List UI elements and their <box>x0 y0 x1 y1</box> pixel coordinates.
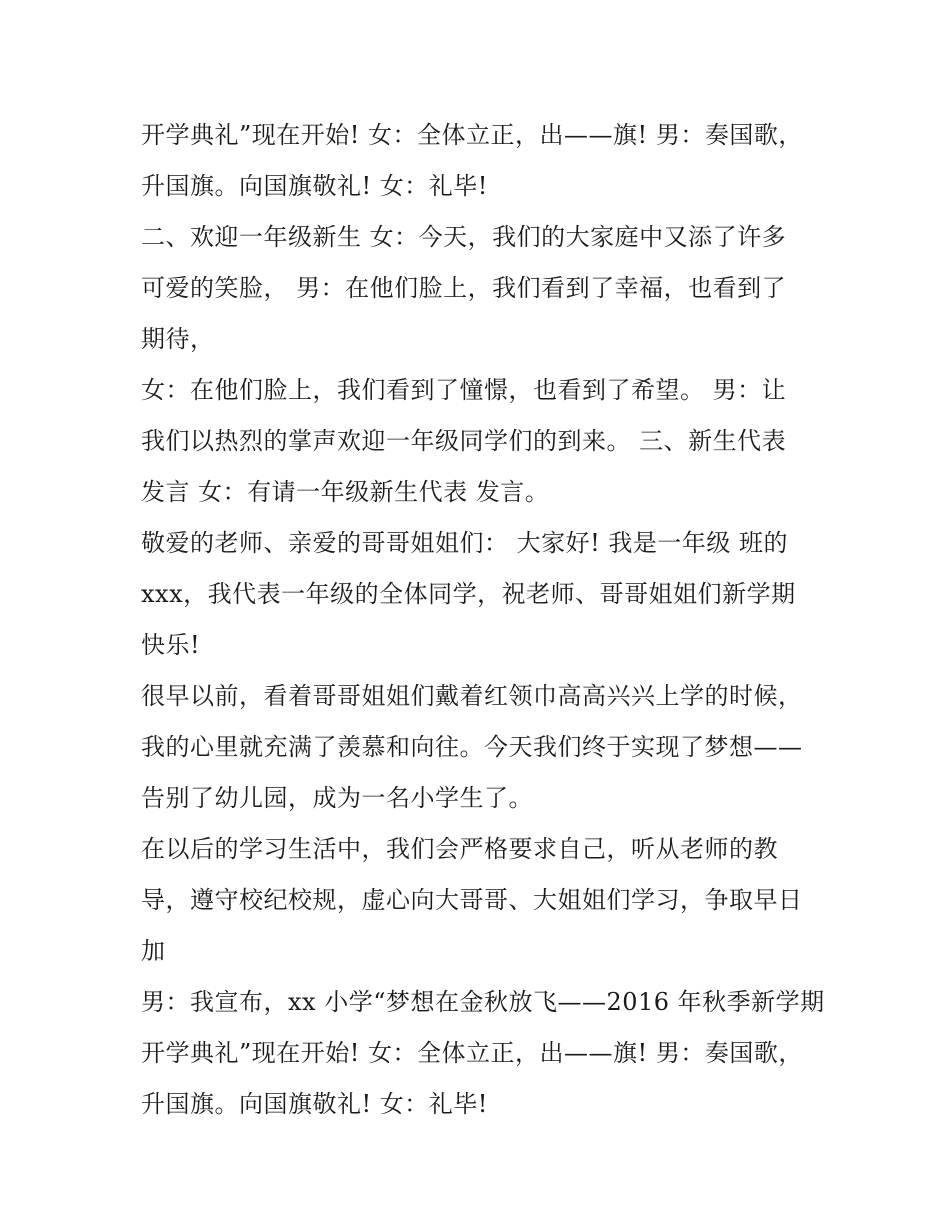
text-line: 可爱的笑脸， 男：在他们脸上，我们看到了幸福，也看到了 <box>141 274 787 302</box>
text-line: 告别了幼儿园，成为一名小学生了。 <box>141 784 533 812</box>
text-line: 开学典礼”现在开始! 女：全体立正，出——旗! 男：奏国歌， <box>141 121 803 149</box>
document-body <box>141 110 825 1130</box>
text-line: 我们以热烈的掌声欢迎一年级同学们的到来。 三、新生代表 <box>141 427 787 455</box>
text-line: 女：在他们脸上，我们看到了憧憬，也看到了希望。 男：让 <box>141 376 787 404</box>
text-line: 很早以前，看着哥哥姐姐们戴着红领巾高高兴兴上学的时候， <box>141 682 803 710</box>
text-line: 升国旗。向国旗敬礼! 女：礼毕! <box>141 1090 488 1118</box>
text-line: 男：我宣布，xx 小学“梦想在金秋放飞——2016 年秋季新学期 <box>141 988 825 1016</box>
text-line: 在以后的学习生活中，我们会严格要求自己，听从老师的教 <box>141 835 778 863</box>
text-line: 敬爱的老师、亲爱的哥哥姐姐们： 大家好! 我是一年级 班的 <box>141 529 789 557</box>
text-line: 我的心里就充满了羡慕和向往。今天我们终于实现了梦想—— <box>141 733 803 761</box>
text-line: 快乐! <box>141 631 201 659</box>
text-line: 二、欢迎一年级新生 女：今天，我们的大家庭中又添了许多 <box>141 223 787 251</box>
text-line: 期待， <box>141 325 215 353</box>
text-line: 开学典礼”现在开始! 女：全体立正，出——旗! 男：奏国歌， <box>141 1039 803 1067</box>
text-line: 升国旗。向国旗敬礼! 女：礼毕! <box>141 172 488 200</box>
text-line: 导，遵守校纪校规，虚心向大哥哥、大姐姐们学习，争取早日 <box>141 886 803 914</box>
text-line: xxx，我代表一年级的全体同学，祝老师、哥哥姐姐们新学期 <box>141 580 796 608</box>
text-line: 加 <box>141 937 166 965</box>
text-line: 发言 女：有请一年级新生代表 发言。 <box>141 478 550 506</box>
